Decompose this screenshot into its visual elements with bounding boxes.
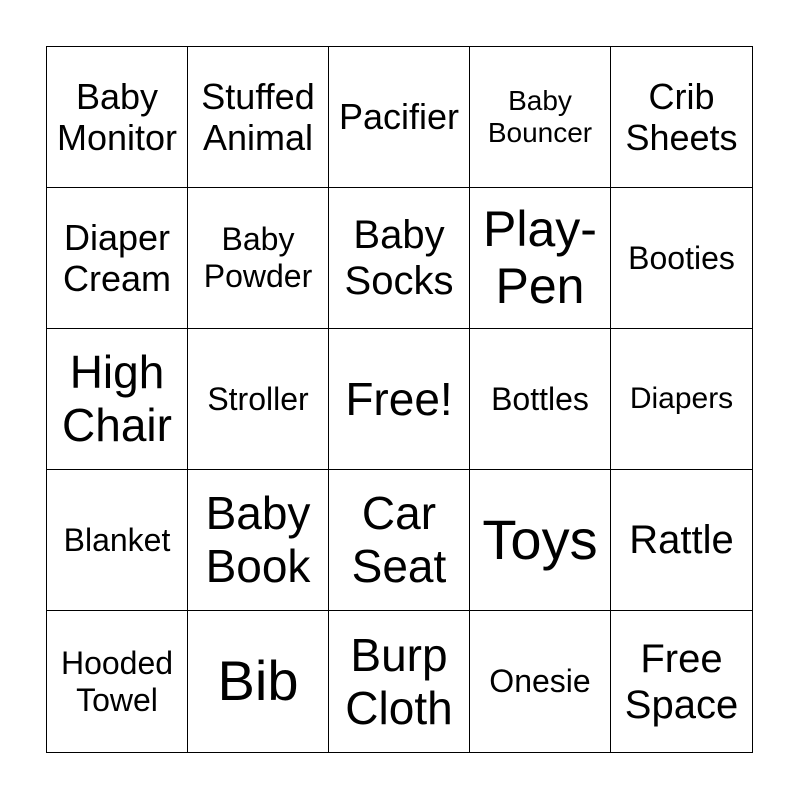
bingo-cell[interactable] [47, 611, 188, 752]
bingo-cell[interactable] [47, 470, 188, 611]
bingo-cell[interactable] [611, 188, 752, 329]
cell-label: Baby Monitor [56, 75, 178, 158]
cell-label: Car Seat [351, 487, 447, 592]
bingo-cell[interactable] [611, 611, 752, 752]
bingo-cell[interactable] [470, 329, 611, 470]
cell-label: Bib [217, 649, 299, 713]
bingo-cell[interactable] [470, 47, 611, 188]
bingo-cell[interactable] [470, 188, 611, 329]
bingo-cell[interactable] [47, 188, 188, 329]
cell-label: Free Space [624, 636, 739, 727]
cell-label: Onesie [489, 663, 591, 700]
cell-label: Baby Socks [344, 213, 454, 303]
bingo-cell[interactable] [329, 611, 470, 752]
bingo-cell[interactable] [611, 329, 752, 470]
cell-label: Play- Pen [483, 200, 597, 314]
cell-label: Blanket [63, 521, 171, 558]
cell-label: Diapers [629, 381, 734, 415]
bingo-cell[interactable] [611, 470, 752, 611]
bingo-cell[interactable] [47, 47, 188, 188]
cell-label: Stroller [207, 380, 309, 417]
bingo-cell[interactable] [47, 329, 188, 470]
cell-label: Burp Cloth [345, 628, 453, 734]
cell-label: Bottles [491, 380, 589, 417]
bingo-cell[interactable] [470, 470, 611, 611]
cell-label: Free! [345, 372, 453, 425]
cell-label: Toys [482, 507, 598, 571]
bingo-cell[interactable] [329, 470, 470, 611]
bingo-cell[interactable] [188, 611, 329, 752]
cell-label: Baby Powder [203, 221, 313, 294]
bingo-cell[interactable] [188, 188, 329, 329]
cell-label: Pacifier [338, 96, 460, 138]
free-cell[interactable] [329, 329, 470, 470]
bingo-cell[interactable] [329, 47, 470, 188]
bingo-cell[interactable] [188, 329, 329, 470]
bingo-cell[interactable] [329, 188, 470, 329]
bingo-cell[interactable] [188, 470, 329, 611]
bingo-cell[interactable] [188, 47, 329, 188]
cell-label: Rattle [629, 518, 734, 562]
cell-label: Crib Sheets [625, 75, 738, 158]
cell-label: Hooded Towel [60, 644, 174, 718]
cell-label: Baby Bouncer [487, 84, 593, 148]
cell-label: Stuffed Animal [201, 75, 315, 158]
bingo-cell[interactable] [470, 611, 611, 752]
cell-label: Baby Book [205, 487, 311, 592]
cell-label: High Chair [62, 346, 172, 451]
cell-label: Booties [628, 239, 735, 276]
bingo-card [46, 46, 753, 753]
bingo-cell[interactable] [611, 47, 752, 188]
cell-label: Diaper Cream [62, 216, 172, 299]
